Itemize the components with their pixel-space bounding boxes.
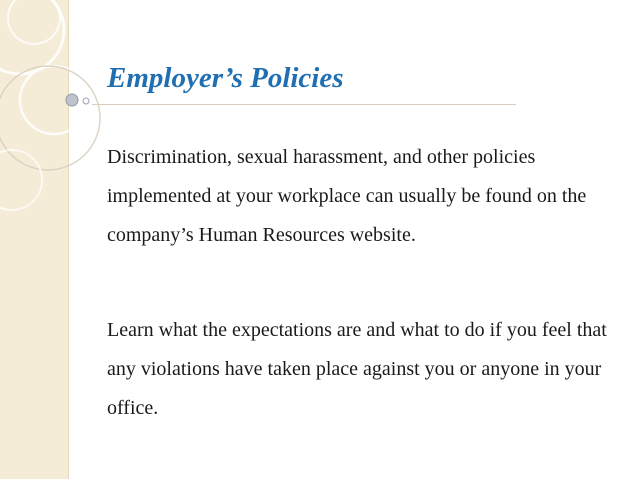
slide-title: Employer’s Policies <box>107 62 344 94</box>
paragraph-expectations: Learn what the expectations are and what to do if you feel that any violations have taken place against you or anyone in your office. <box>107 319 607 419</box>
paragraph-policies: Discrimination, sexual harassment, and other policies implemented at your workplace can usually be found on the company’s Human Resources website. <box>107 146 587 246</box>
title-underline <box>92 104 516 105</box>
